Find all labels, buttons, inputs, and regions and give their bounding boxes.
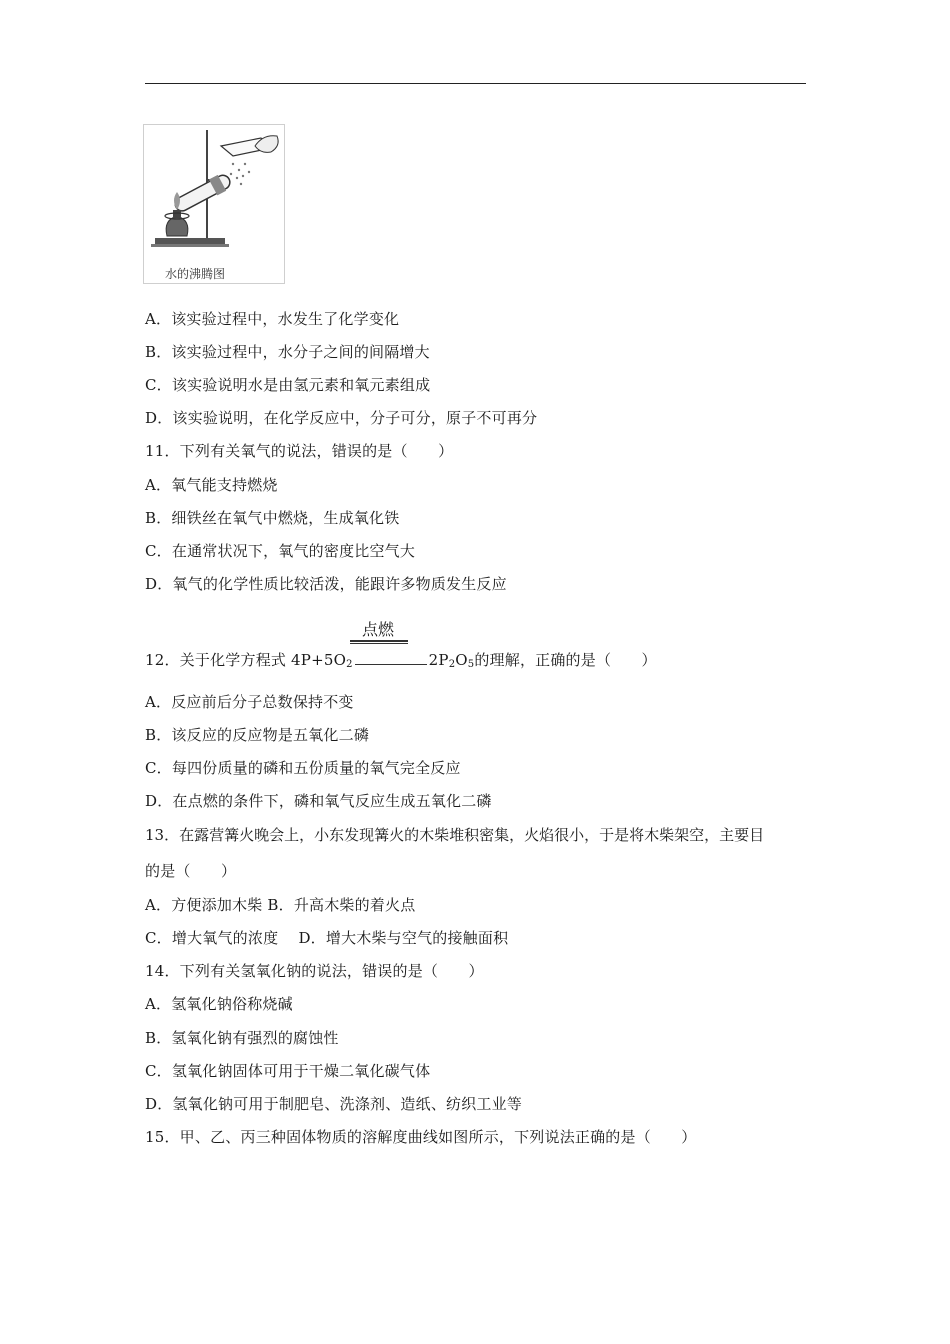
q10-option-d: D．该实验说明，在化学反应中，分子可分，原子不可再分 <box>145 409 538 427</box>
condition-bar <box>350 640 408 642</box>
q12-option-a: A．反应前后分子总数保持不变 <box>145 693 354 711</box>
q13-options-line2: C．增大氧气的浓度 D．增大木柴与空气的接触面积 <box>145 929 509 947</box>
condition-bar-lower <box>350 643 408 644</box>
equation-arrow-line <box>355 650 427 665</box>
q14-stem: 14．下列有关氢氧化钠的说法，错误的是（ ） <box>145 962 484 980</box>
product-p: 2P <box>428 651 449 669</box>
q11-option-c: C．在通常状况下，氧气的密度比空气大 <box>145 542 416 560</box>
q13-stem-line1: 13．在露营篝火晚会上，小东发现篝火的木柴堆积密集，火焰很小，于是将木柴架空，主要目 <box>145 826 765 844</box>
q14-option-d: D．氢氧化钠可用于制肥皂、洗涤剂、造纸、纺织工业等 <box>145 1095 523 1113</box>
q10-option-a: A．该实验过程中，水发生了化学变化 <box>145 310 400 328</box>
q12-stem-prefix: 12．关于化学方程式 4P+5O <box>145 651 347 669</box>
q10-option-b: B．该实验过程中，水分子之间的间隔增大 <box>145 343 430 361</box>
q11-option-d: D．氧气的化学性质比较活泼，能跟许多物质发生反应 <box>145 575 507 593</box>
q12-option-c: C．每四份质量的磷和五份质量的氧气完全反应 <box>145 759 461 777</box>
boiling-water-figure <box>143 124 285 284</box>
q15-stem: 15．甲、乙、丙三种固体物质的溶解度曲线如图所示，下列说法正确的是（ ） <box>145 1128 697 1146</box>
q13-options-line1: A．方便添加木柴 B．升高木柴的着火点 <box>145 896 416 914</box>
q14-option-a: A．氢氧化钠俗称烧碱 <box>145 995 293 1013</box>
q10-option-c: C．该实验说明水是由氢元素和氧元素组成 <box>145 376 431 394</box>
product-subscript-2: 5 <box>467 659 475 670</box>
q11-option-b: B．细铁丝在氧气中燃烧，生成氧化铁 <box>145 509 400 527</box>
o2-subscript: 2 <box>346 659 353 670</box>
q13-stem-line2: 的是（ ） <box>145 862 237 880</box>
product-subscript-1: 2 <box>448 659 456 670</box>
q12-stem <box>145 650 657 675</box>
figure-caption: 水的沸腾图 <box>165 267 226 281</box>
q14-option-c: C．氢氧化钠固体可用于干燥二氧化碳气体 <box>145 1062 431 1080</box>
q12-stem-suffix: 的理解，正确的是（ ） <box>474 651 657 669</box>
header-rule <box>145 83 806 84</box>
q12-option-b: B．该反应的反应物是五氧化二磷 <box>145 726 370 744</box>
q12-option-d: D．在点燃的条件下，磷和氧气反应生成五氧化二磷 <box>145 792 492 810</box>
reaction-condition: 点燃 <box>361 620 394 639</box>
q11-option-a: A．氧气能支持燃烧 <box>145 476 278 494</box>
boiling-apparatus-illustration <box>143 124 285 284</box>
q14-option-b: B．氢氧化钠有强烈的腐蚀性 <box>145 1029 339 1047</box>
q11-stem: 11．下列有关氧气的说法，错误的是（ ） <box>145 442 454 460</box>
product-o: O <box>455 651 468 669</box>
